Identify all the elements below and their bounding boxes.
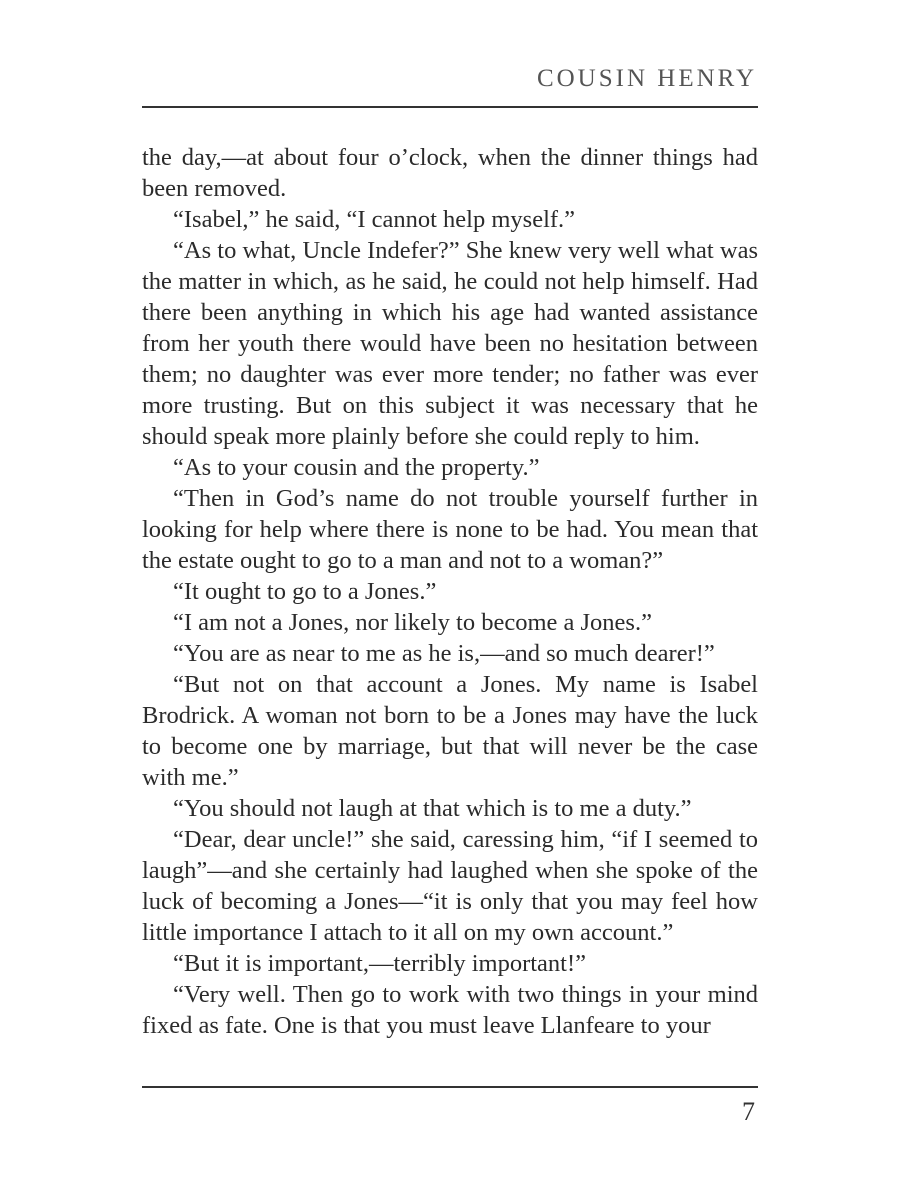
paragraph: “Isabel,” he said, “I cannot help myself.” — [173, 206, 576, 233]
page-number: 7 — [742, 1097, 755, 1126]
paragraph: “You are as near to me as he is,—and so much dearer!” — [173, 640, 715, 667]
paragraph: “Dear, dear uncle!” she said, caressing him, “if I seemed to laugh”—and she certainly had laughed when she spoke of the luck of becoming a Jones—“it is only that you may feel how little importance I attach to it all on my own account.” — [142, 826, 758, 946]
footer-rule — [142, 1086, 758, 1088]
paragraph: “It ought to go to a Jones.” — [173, 578, 437, 605]
paragraph: “Then in God’s name do not trouble yourself further in looking for help where there is none to be had. You mean that the estate ought to go to a man and not to a woman?” — [142, 485, 758, 574]
body-text — [142, 142, 758, 1041]
running-head: COUSIN HENRY — [536, 65, 757, 92]
paragraph: “As to your cousin and the property.” — [173, 454, 540, 481]
paragraph: “But not on that account a Jones. My name is Isabel Brodrick. A woman not born to be a Jones may have the luck to become one by marriage, but that will never be the case with me.” — [142, 671, 758, 791]
paragraph: “You should not laugh at that which is to me a duty.” — [173, 795, 692, 822]
paragraph: the day,—at about four o’clock, when the dinner things had been removed. — [142, 144, 758, 202]
paragraph: “Very well. Then go to work with two things in your mind fixed as fate. One is that you must leave Llanfeare to your — [142, 981, 758, 1039]
paragraph: “As to what, Uncle Indefer?” She knew very well what was the matter in which, as he said, he could not help himself. Had there been anything in which his age had wanted assistance from her youth there would have been no hesitation between them; no daughter was ever more tender; no father was ever more trusting. But on this subject it was necessary that he should speak more plainly before she could reply to him. — [142, 237, 758, 450]
header-rule — [142, 106, 758, 108]
paragraph: “I am not a Jones, nor likely to become a Jones.” — [173, 609, 652, 636]
paragraph: “But it is important,—terribly important!” — [173, 950, 587, 977]
